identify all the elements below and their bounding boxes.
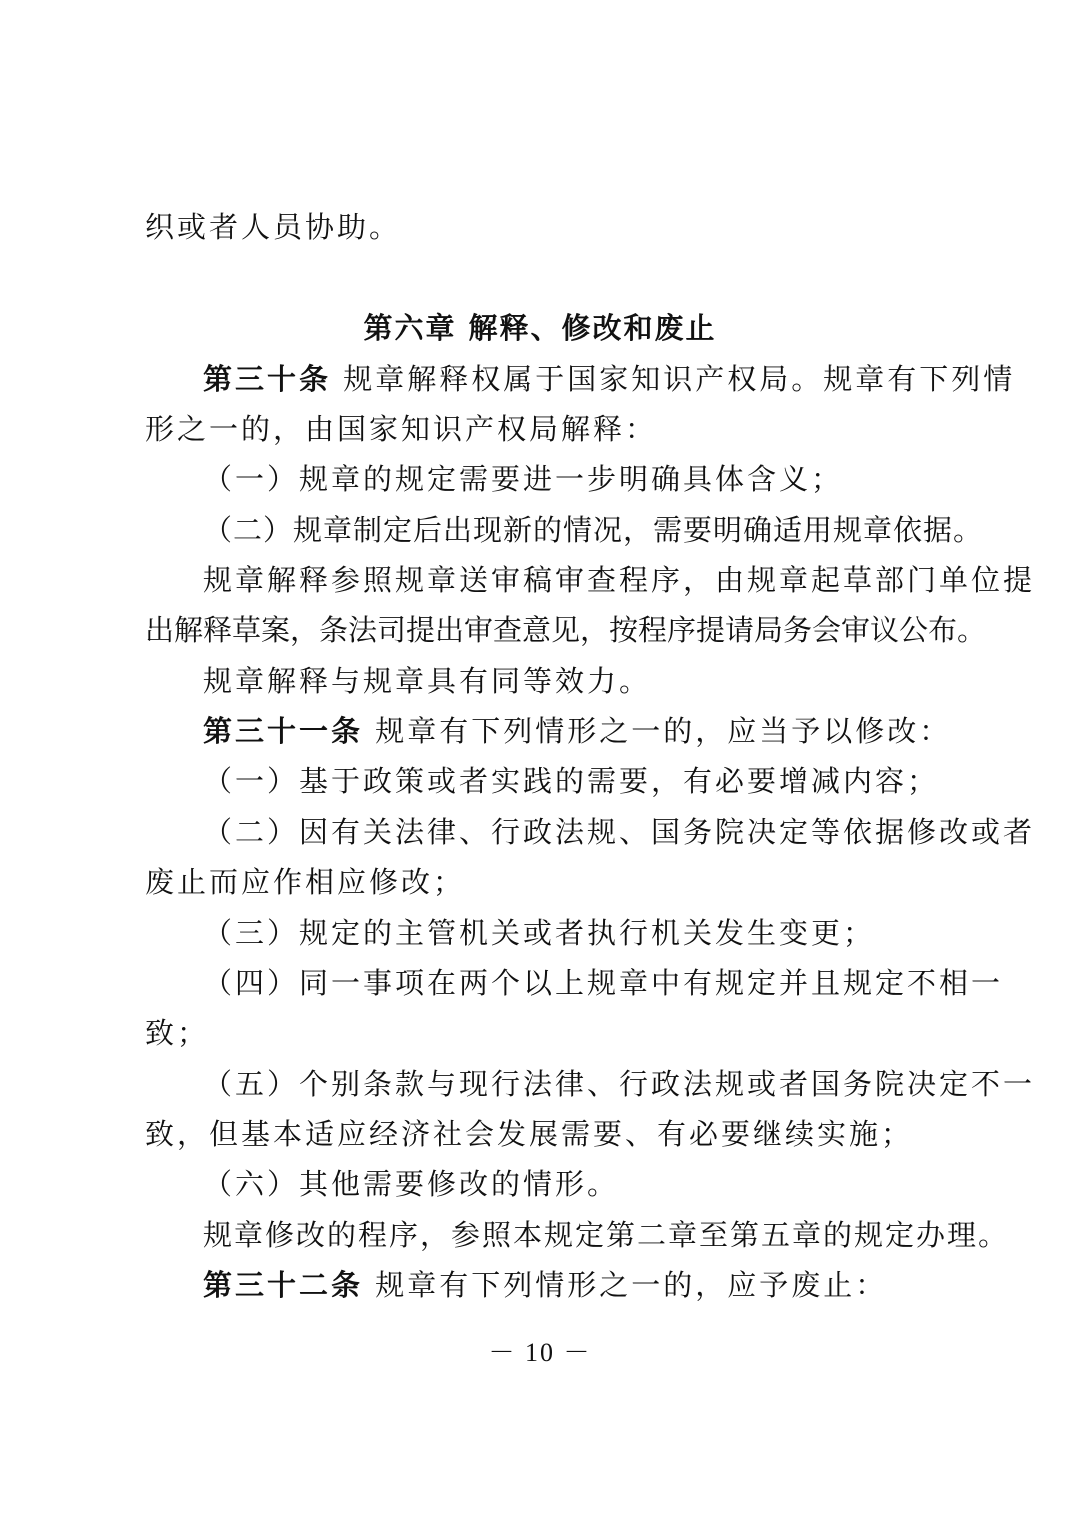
article-30-para-3: 规章解释与规章具有同等效力。 xyxy=(203,664,652,698)
article-31-item-6: （六）其他需要修改的情形。 xyxy=(203,1167,620,1201)
article-31-text: 规章有下列情形之一的，应当予以修改： xyxy=(375,714,952,748)
article-31-item-1: （一）基于政策或者实践的需要，有必要增减内容； xyxy=(203,764,940,798)
article-30-first-line xyxy=(203,359,1016,399)
article-32-label: 第三十二条 xyxy=(203,1268,364,1302)
chapter-title: 第六章 解释、修改和废止 xyxy=(363,311,717,345)
article-31-first-line xyxy=(203,711,951,751)
article-31-item-2-line-1: （二）因有关法律、行政法规、国务院决定等依据修改或者 xyxy=(203,815,1036,849)
article-30-para-2-line-1: 规章解释参照规章送审稿审查程序，由规章起草部门单位提 xyxy=(203,563,1036,597)
article-32-first-line xyxy=(203,1265,887,1305)
article-30-label: 第三十条 xyxy=(203,362,332,396)
article-30-para-2-line-2: 出解释草案，条法司提出审查意见，按程序提请局务会审议公布。 xyxy=(145,613,987,647)
article-31-item-4-line-1: （四）同一事项在两个以上规章中有规定并且规定不相一 xyxy=(203,966,1004,1000)
article-32-text: 规章有下列情形之一的，应予废止： xyxy=(375,1268,888,1302)
article-31-item-5-line-2: 致，但基本适应经济社会发展需要、有必要继续实施； xyxy=(145,1117,914,1151)
article-30-item-2: （二）规章制定后出现新的情况，需要明确适用规章依据。 xyxy=(203,513,984,547)
article-31-item-2-line-2: 废止而应作相应修改； xyxy=(145,865,466,899)
article-30-line-2: 形之一的，由国家知识产权局解释： xyxy=(145,412,658,446)
article-31-para-2: 规章修改的程序，参照本规定第二章至第五章的规定办理。 xyxy=(203,1218,1010,1252)
continuation-line: 织或者人员协助。 xyxy=(145,210,402,244)
article-31-item-3: （三）规定的主管机关或者执行机关发生变更； xyxy=(203,916,876,950)
article-30-item-1: （一）规章的规定需要进一步明确具体含义； xyxy=(203,462,844,496)
article-31-item-5-line-1: （五）个别条款与现行法律、行政法规或者国务院决定不一 xyxy=(203,1067,1036,1101)
article-31-label: 第三十一条 xyxy=(203,714,364,748)
page-number: － 10 － xyxy=(488,1338,592,1367)
article-30-text: 规章解释权属于国家知识产权局。规章有下列情 xyxy=(343,362,1016,396)
article-31-item-4-line-2: 致； xyxy=(145,1016,210,1050)
